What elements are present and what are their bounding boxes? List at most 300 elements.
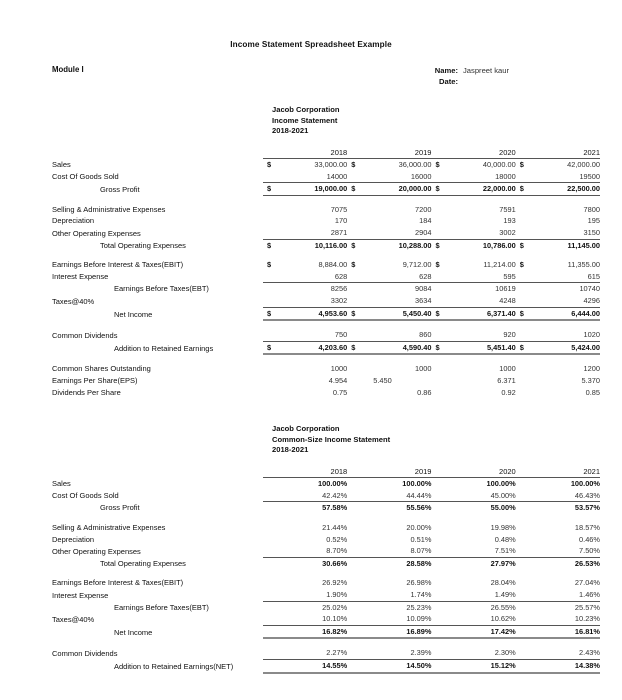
value-text: 25.23%	[406, 602, 432, 612]
value-text: 55.00%	[490, 503, 516, 513]
row-value	[516, 204, 600, 216]
value-text: 170	[334, 216, 348, 226]
value-text: 30.66%	[322, 558, 348, 568]
statement-row	[52, 375, 600, 387]
income-statement-body	[52, 147, 600, 399]
currency-symbol: $	[519, 160, 524, 170]
value-text: 10,786.00	[482, 240, 516, 250]
row-value	[347, 183, 431, 196]
value-text: 4,203.60	[318, 342, 348, 352]
value-text: 19,000.00	[314, 184, 348, 194]
value-text: 7200	[415, 204, 432, 214]
row-value	[431, 295, 515, 307]
row-value	[263, 601, 347, 613]
value-text: 40,000.00	[482, 160, 516, 170]
row-value	[263, 329, 347, 341]
value-text: 3634	[415, 296, 432, 306]
row-value	[263, 271, 347, 283]
value-text: 1200	[583, 364, 600, 374]
row-value	[347, 557, 431, 569]
row-value	[431, 490, 515, 502]
row-value	[516, 545, 600, 557]
row-value	[516, 375, 600, 387]
value-text: 14000	[326, 171, 348, 181]
currency-symbol: $	[351, 260, 356, 270]
statement-row	[52, 329, 600, 341]
statement-row	[52, 239, 600, 251]
row-value	[263, 534, 347, 546]
row-value	[516, 387, 600, 399]
statement-row	[52, 613, 600, 625]
row-label: Cost Of Goods Sold	[52, 491, 119, 501]
row-label: Interest Expense	[52, 272, 109, 282]
value-text: 9,712.00	[402, 260, 432, 270]
value-text: 5.450	[373, 376, 392, 385]
value-text: 4,953.60	[318, 308, 348, 318]
row-value	[431, 660, 515, 673]
value-text: 10.10%	[322, 614, 348, 624]
value-text: 0.86	[417, 387, 432, 397]
row-label: Total Operating Expenses	[100, 240, 186, 250]
row-value	[347, 613, 431, 625]
row-value	[516, 557, 600, 569]
row-value	[263, 613, 347, 625]
row-value	[516, 613, 600, 625]
spacer-cell	[52, 354, 600, 363]
value-text: 2.30%	[494, 648, 516, 658]
row-value	[347, 647, 431, 659]
currency-symbol: $	[519, 240, 524, 250]
row-value	[263, 502, 347, 514]
statement-row	[52, 660, 600, 673]
row-value	[431, 341, 515, 354]
value-text: 920	[503, 330, 516, 340]
value-text: 860	[419, 330, 432, 340]
value-text: 44.44%	[406, 490, 432, 500]
currency-symbol: $	[266, 260, 272, 270]
meta-fields	[420, 65, 600, 87]
row-value	[263, 490, 347, 502]
value-text: 10619	[495, 284, 516, 294]
row-value	[263, 545, 347, 557]
row-value	[431, 534, 515, 546]
value-text: 14.55%	[322, 661, 348, 670]
row-value	[347, 271, 431, 283]
currency-symbol: $	[351, 160, 356, 170]
statement2-name: Common-Size Income Statement	[272, 434, 391, 444]
row-value	[516, 601, 600, 613]
statement-row	[52, 577, 600, 589]
row-spacer	[52, 195, 600, 204]
row-value	[516, 171, 600, 183]
row-value	[347, 601, 431, 613]
row-value	[431, 502, 515, 514]
value-text: 8256	[330, 284, 348, 294]
row-value	[347, 295, 431, 307]
value-text: 19.98%	[490, 523, 516, 533]
value-text: 22,500.00	[567, 184, 600, 194]
row-value	[516, 522, 600, 534]
statement-row	[52, 601, 600, 613]
row-value	[347, 329, 431, 341]
spacer-cell	[52, 514, 600, 522]
name-label: Name:	[434, 66, 458, 75]
row-value	[263, 363, 347, 375]
row-value	[431, 647, 515, 659]
row-spacer	[52, 638, 600, 647]
row-value	[347, 502, 431, 514]
value-text: 615	[587, 271, 600, 281]
statement-row	[52, 557, 600, 569]
row-spacer	[52, 569, 600, 577]
row-value	[516, 490, 600, 502]
value-text: 45.00%	[490, 490, 516, 500]
row-spacer	[52, 354, 600, 363]
statement2-period: 2018-2021	[272, 445, 309, 455]
row-value	[347, 363, 431, 375]
statement1-company: Jacob Corporation	[272, 105, 340, 114]
value-text: 8,884.00	[318, 260, 348, 270]
row-value	[347, 159, 431, 171]
spacer-cell	[52, 320, 600, 329]
value-text: 1000	[499, 364, 516, 374]
value-text: 10.62%	[490, 614, 516, 624]
value-text: 1.46%	[579, 590, 600, 600]
value-text: 5,451.40	[486, 342, 516, 352]
value-text: 1020	[583, 330, 600, 340]
statement-row	[52, 159, 600, 171]
value-text: 26.55%	[490, 602, 516, 612]
statement-row	[52, 647, 600, 659]
income-statement-table	[52, 147, 600, 399]
statement-row	[52, 363, 600, 375]
year-header-spacer	[52, 147, 263, 159]
spacer-cell	[52, 569, 600, 577]
value-text: 28.04%	[490, 578, 516, 588]
statement-row	[52, 545, 600, 557]
value-text: 57.58%	[322, 503, 348, 513]
spacer-cell	[52, 195, 600, 204]
row-value	[347, 341, 431, 354]
row-value	[516, 183, 600, 196]
value-text: 2.27%	[326, 648, 348, 658]
common-size-statement-table	[52, 466, 600, 674]
value-text: 55.56%	[406, 503, 432, 513]
row-value	[431, 375, 515, 387]
row-value	[347, 534, 431, 546]
statement-row	[52, 625, 600, 638]
value-text: 4.954	[328, 376, 348, 385]
row-value	[347, 625, 431, 638]
row-label: Net Income	[114, 309, 153, 319]
value-text: 7075	[330, 204, 348, 214]
row-value	[263, 522, 347, 534]
row-value	[263, 387, 347, 399]
row-value	[263, 171, 347, 183]
currency-symbol: $	[519, 342, 524, 352]
row-value	[431, 387, 515, 399]
column-header-year: 2018	[263, 147, 347, 159]
row-value	[263, 341, 347, 354]
value-text: 0.52%	[326, 534, 348, 544]
value-text: 7.50%	[579, 546, 600, 556]
value-text: 100.00%	[570, 479, 600, 489]
value-text: 9084	[415, 284, 432, 294]
value-text: 3002	[499, 228, 516, 238]
value-text: 2871	[330, 228, 348, 238]
row-value	[263, 183, 347, 196]
value-text: 0.48%	[494, 534, 516, 544]
value-text: 26.53%	[574, 558, 600, 568]
row-spacer	[52, 320, 600, 329]
currency-symbol: $	[435, 260, 440, 270]
row-value	[516, 502, 600, 514]
row-value	[516, 647, 600, 659]
row-value	[347, 171, 431, 183]
statement-row	[52, 490, 600, 502]
row-value	[263, 295, 347, 307]
value-text: 3150	[583, 228, 600, 238]
row-label: Total Operating Expenses	[100, 558, 186, 568]
value-text: 18000	[495, 171, 516, 181]
value-text: 16.82%	[322, 626, 348, 636]
date-field-row	[420, 76, 600, 87]
row-value	[516, 271, 600, 283]
row-label: Earnings Before Taxes(EBT)	[114, 602, 209, 612]
value-text: 18.57%	[574, 523, 600, 533]
value-text: 26.92%	[322, 578, 348, 588]
row-value	[263, 557, 347, 569]
name-field-row	[420, 65, 600, 76]
row-value	[431, 625, 515, 638]
value-text: 16.89%	[406, 626, 432, 636]
value-text: 7591	[499, 204, 516, 214]
value-text: 42.42%	[322, 490, 348, 500]
currency-symbol: $	[351, 184, 356, 194]
row-value	[347, 522, 431, 534]
row-value	[263, 307, 347, 320]
row-value	[347, 307, 431, 320]
value-text: 193	[503, 216, 516, 226]
row-label: Sales	[52, 479, 71, 489]
row-value	[516, 239, 600, 251]
value-text: 11,355.00	[567, 260, 600, 270]
value-text: 10,288.00	[398, 240, 432, 250]
value-text: 2904	[415, 228, 432, 238]
value-text: 7.51%	[494, 546, 516, 556]
row-value	[516, 589, 600, 601]
row-value	[347, 259, 431, 271]
row-label: Dividends Per Share	[52, 387, 121, 397]
currency-symbol: $	[351, 342, 356, 352]
value-text: 10,116.00	[314, 240, 348, 250]
statement1-period: 2018-2021	[272, 126, 309, 135]
row-label: Common Shares Outstanding	[52, 364, 151, 374]
row-value	[516, 215, 600, 227]
statement2-heading	[52, 424, 600, 456]
row-value	[431, 227, 515, 239]
statement-row	[52, 204, 600, 216]
row-value	[431, 577, 515, 589]
row-value	[263, 589, 347, 601]
value-text: 11,145.00	[567, 240, 600, 250]
value-text: 46.43%	[574, 490, 600, 500]
row-value	[516, 307, 600, 320]
value-text: 36,000.00	[398, 160, 432, 170]
statement-row	[52, 341, 600, 354]
value-text: 3302	[330, 296, 348, 306]
row-value	[431, 239, 515, 251]
row-label: Gross Profit	[100, 503, 140, 513]
value-text: 4248	[499, 296, 516, 306]
row-value	[431, 363, 515, 375]
value-text: 0.75	[332, 387, 348, 397]
date-value[interactable]	[458, 76, 463, 87]
statement-row	[52, 227, 600, 239]
value-text: 5,450.40	[402, 308, 432, 318]
row-label: Net Income	[114, 627, 153, 637]
currency-symbol: $	[266, 240, 272, 250]
row-value	[516, 577, 600, 589]
statement-row	[52, 502, 600, 514]
currency-symbol: $	[435, 342, 440, 352]
value-text: 26.98%	[406, 578, 432, 588]
value-text: 10.23%	[574, 614, 600, 624]
row-value	[431, 307, 515, 320]
row-label: Earnings Before Interest & Taxes(EBIT)	[52, 578, 184, 588]
statement-row	[52, 171, 600, 183]
year-header-row	[52, 466, 600, 478]
value-text: 16.81%	[574, 626, 600, 636]
row-value	[347, 660, 431, 673]
currency-symbol: $	[435, 184, 440, 194]
row-value	[431, 259, 515, 271]
statement-row	[52, 295, 600, 307]
row-label: Other Operating Expenses	[52, 546, 141, 556]
value-text: 10740	[579, 284, 600, 294]
row-value	[263, 375, 347, 387]
value-text: 595	[503, 271, 516, 281]
value-text: 184	[419, 216, 432, 226]
value-text: 2.39%	[410, 648, 432, 658]
row-value	[516, 341, 600, 354]
currency-symbol: $	[519, 308, 524, 318]
row-label: Gross Profit	[100, 184, 140, 194]
row-value	[431, 545, 515, 557]
row-value	[431, 171, 515, 183]
row-value	[431, 601, 515, 613]
value-text: 8.70%	[326, 546, 348, 556]
row-value	[347, 215, 431, 227]
column-header-year: 2021	[516, 147, 600, 159]
value-text: 25.02%	[322, 602, 348, 612]
value-text: 6,444.00	[571, 308, 600, 318]
currency-symbol: $	[435, 308, 440, 318]
row-value	[431, 183, 515, 196]
year-header-spacer	[52, 466, 263, 478]
row-value	[347, 204, 431, 216]
row-label: Taxes@40%	[52, 296, 95, 306]
value-text: 22,000.00	[482, 184, 516, 194]
value-text: 1.74%	[410, 590, 432, 600]
value-text: 25.57%	[574, 602, 600, 612]
row-value	[516, 534, 600, 546]
value-text: 100.00%	[486, 479, 516, 489]
column-header-year: 2020	[431, 466, 515, 478]
column-header-year: 2019	[347, 147, 431, 159]
row-value	[347, 375, 431, 387]
row-label: Addition to Retained Earnings	[114, 343, 214, 353]
column-header-year: 2019	[347, 466, 431, 478]
currency-symbol: $	[519, 260, 524, 270]
year-header-row	[52, 147, 600, 159]
name-value[interactable]: Jaspreet kaur	[463, 66, 510, 75]
statement1-heading	[52, 105, 600, 137]
value-text: 15.12%	[490, 661, 516, 670]
value-text: 4,590.40	[402, 342, 432, 352]
statement-row	[52, 387, 600, 399]
value-text: 0.85	[585, 387, 600, 397]
row-value	[516, 159, 600, 171]
row-label: Earnings Before Interest & Taxes(EBIT)	[52, 260, 184, 270]
row-value	[263, 647, 347, 659]
row-value	[516, 283, 600, 295]
statement1-name: Income Statement	[272, 115, 338, 125]
value-text: 5,424.00	[571, 342, 600, 352]
page-title: Income Statement Spreadsheet Example	[230, 40, 392, 49]
row-value	[431, 215, 515, 227]
row-label: Common Dividends	[52, 648, 118, 658]
column-header-year: 2018	[263, 466, 347, 478]
row-value	[263, 215, 347, 227]
row-spacer	[52, 514, 600, 522]
row-label: Selling & Administrative Expenses	[52, 204, 166, 214]
row-value	[516, 625, 600, 638]
row-value	[347, 577, 431, 589]
statement-row	[52, 259, 600, 271]
value-text: 20.00%	[406, 523, 432, 533]
value-text: 100.00%	[318, 479, 348, 489]
row-label: Other Operating Expenses	[52, 228, 141, 238]
statement-row	[52, 534, 600, 546]
row-value	[516, 660, 600, 673]
row-value	[347, 478, 431, 490]
value-text: 11,214.00	[483, 260, 516, 270]
value-text: 750	[334, 330, 348, 340]
value-text: 16000	[410, 171, 432, 181]
value-text: 8.07%	[410, 546, 432, 556]
column-header-year: 2021	[516, 466, 600, 478]
row-value	[516, 329, 600, 341]
row-value	[431, 329, 515, 341]
row-value	[516, 478, 600, 490]
row-label: Taxes@40%	[52, 614, 95, 624]
row-value	[431, 522, 515, 534]
value-text: 42,000.00	[567, 160, 600, 170]
row-value	[263, 239, 347, 251]
row-value	[347, 490, 431, 502]
row-value	[263, 625, 347, 638]
value-text: 21.44%	[322, 523, 348, 533]
currency-symbol: $	[266, 308, 272, 318]
value-text: 628	[419, 271, 432, 281]
row-value	[431, 204, 515, 216]
currency-symbol: $	[351, 240, 356, 250]
row-value	[347, 589, 431, 601]
row-value	[263, 159, 347, 171]
statement-row	[52, 589, 600, 601]
statement-row	[52, 283, 600, 295]
